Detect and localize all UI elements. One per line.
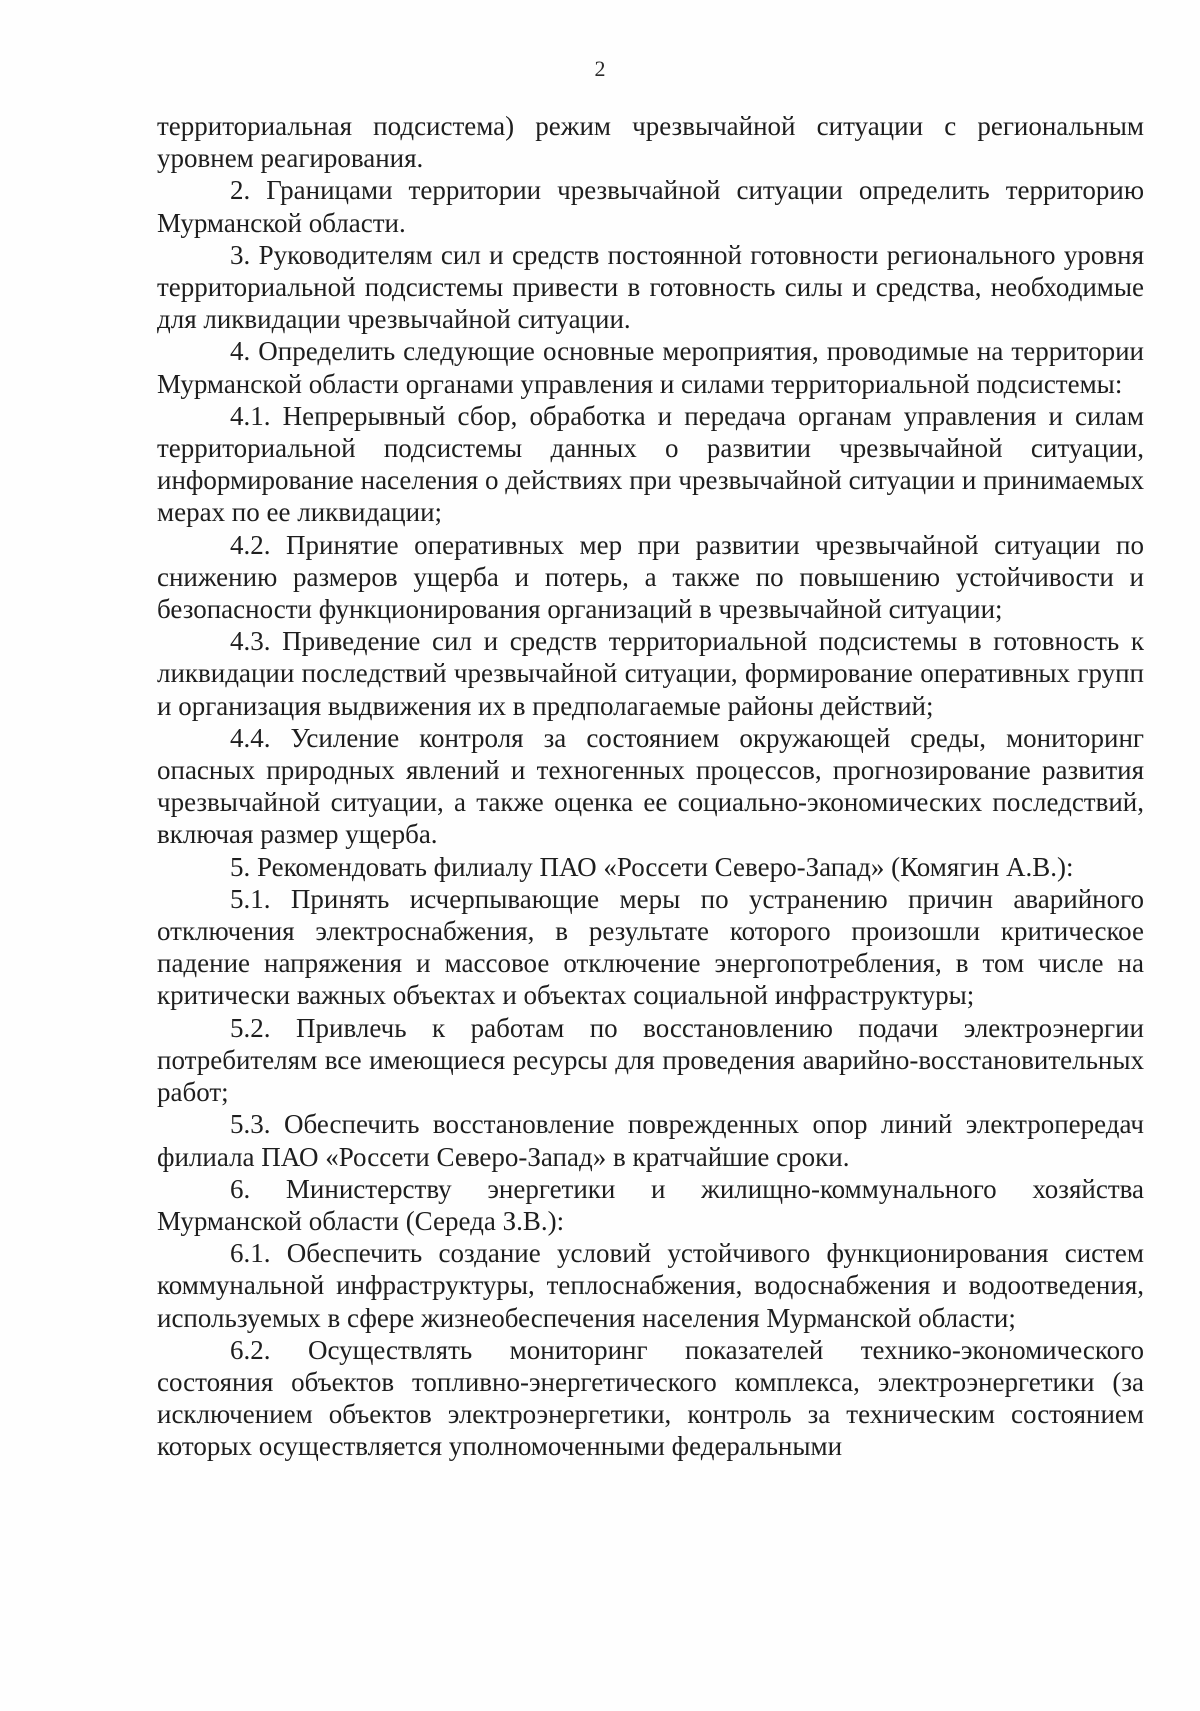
paragraph-item-5: 5. Рекомендовать филиалу ПАО «Россети Северо-Запад» (Комягин А.В.): [230, 851, 1074, 882]
paragraph-item-4: 4. Определить следующие основные мероприятия, проводимые на территории Мурманской области органами управления и силами территориальной подсистемы: [157, 336, 1144, 399]
paragraph-item-4-1: 4.1. Непрерывный сбор, обработка и передача органам управления и силам территориальной подсистемы данных о развитии чрезвычайной ситуации, информирование населения о действиях при чрезвычайной ситуации и принимаемых мерах по ее ликвидации; [157, 400, 1144, 528]
paragraph-item-5-1: 5.1. Принять исчерпывающие меры по устранению причин аварийного отключения электроснабжения, в результате которого произошли критическое падение напряжения и массовое отключение энергопотребления, в том числе на критически важных объектах и объектах социальной инфраструктуры; [157, 883, 1144, 1011]
paragraph-continuation: территориальная подсистема) режим чрезвычайной ситуации с региональным уровнем реагирования. [157, 111, 1144, 174]
document-body [157, 110, 1144, 1463]
paragraph-item-4-2: 4.2. Принятие оперативных мер при развитии чрезвычайной ситуации по снижению размеров ущерба и потерь, а также по повышению устойчивости и безопасности функционирования организаций в чрезвычайной ситуации; [157, 529, 1144, 625]
paragraph-item-4-3: 4.3. Приведение сил и средств территориальной подсистемы в готовность к ликвидации последствий чрезвычайной ситуации, формирование оперативных групп и организация выдвижения их в предполагаемые районы действий; [157, 626, 1144, 721]
paragraph-item-6-2: 6.2. Осуществлять мониторинг показателей технико-экономического состояния объектов топливно-энергетического комплекса, электроэнергетики (за исключением объектов электроэнергетики, контроль за техническим состоянием которых осуществляется уполномоченными федеральными [157, 1334, 1144, 1462]
paragraph-item-6-1: 6.1. Обеспечить создание условий устойчивого функционирования систем коммунальной инфраструктуры, теплоснабжения, водоснабжения и водоотведения, используемых в сфере жизнеобеспечения населения Мурманской области; [157, 1238, 1144, 1333]
paragraph-item-5-2: 5.2. Привлечь к работам по восстановлению подачи электроэнергии потребителям все имеющиеся ресурсы для проведения аварийно-восстановительных работ; [157, 1012, 1144, 1108]
page-number: 2 [594, 56, 606, 81]
paragraph-item-4-4: 4.4. Усиление контроля за состоянием окружающей среды, мониторинг опасных природных явлений и техногенных процессов, прогнозирование развития чрезвычайной ситуации, а также оценка ее социально-экономических последствий, включая размер ущерба. [157, 722, 1144, 850]
paragraph-item-2: 2. Границами территории чрезвычайной ситуации определить территорию Мурманской области. [157, 175, 1144, 238]
paragraph-item-3: 3. Руководителям сил и средств постоянной готовности регионального уровня территориальной подсистемы привести в готовность силы и средства, необходимые для ликвидации чрезвычайной ситуации. [157, 239, 1144, 335]
paragraph-item-6: 6. Министерству энергетики и жилищно-коммунального хозяйства Мурманской области (Середа З.В.): [157, 1173, 1144, 1236]
paragraph-item-5-3: 5.3. Обеспечить восстановление поврежденных опор линий электропередач филиала ПАО «Россети Северо-Запад» в кратчайшие сроки. [157, 1109, 1144, 1172]
